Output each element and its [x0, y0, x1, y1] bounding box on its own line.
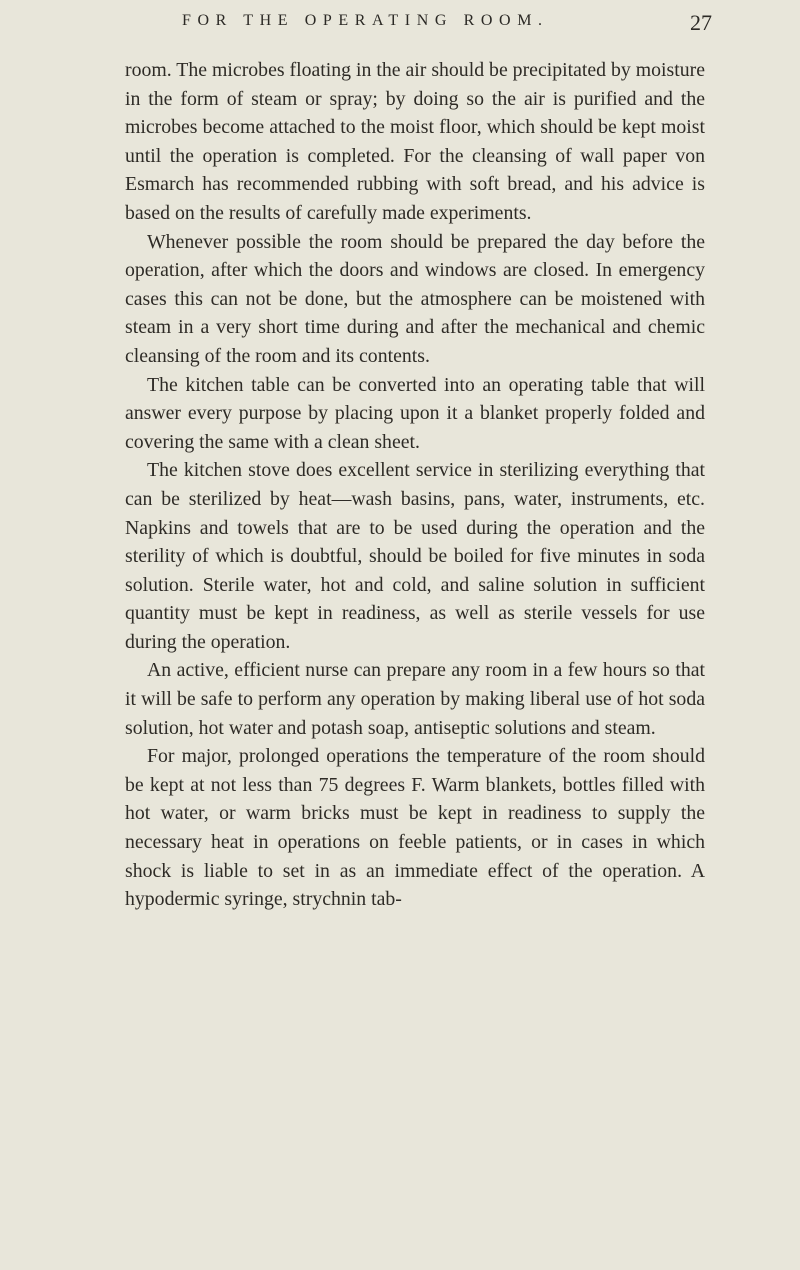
paragraph: The kitchen stove does excellent service in sterilizing everything that can be sterilized by heat—wash basins, pans, water, instruments, etc. Napkins and towels that are to be used during the operation and the sterility of which is doubtful, should be boiled for five minutes in soda solution. Sterile water, hot and cold, and saline solution in sufficient quantity must be kept in readiness, as well as sterile vessels for use during the operation.	[125, 459, 705, 653]
page-number: 27	[690, 10, 712, 35]
paragraph: An active, efficient nurse can prepare any room in a few hours so that it will be safe to perform any operation by making liberal use of hot soda solution, hot water and potash soap, antiseptic solutions and steam.	[125, 659, 705, 739]
paragraph: For major, prolonged operations the temperature of the room should be kept at not less than 75 degrees F. Warm blankets, bottles filled with hot water, or warm bricks must be kept in readiness to supply the necessary heat in operations on feeble patients, or in cases in which shock is liable to set in as an immediate effect of the operation. A hypodermic syringe, strychnin tab-	[125, 745, 705, 911]
paragraph: The kitchen table can be converted into an operating table that will answer every purpose by placing upon it a blanket properly folded and covering the same with a clean sheet.	[125, 373, 705, 453]
running-title: FOR THE OPERATING ROOM.	[182, 12, 549, 29]
paragraph-continued: room. The microbes floating in the air should be precipitated by moisture in the form of steam or spray; by doing so the air is purified and the microbes become attached to the moist floor, which should be kept moist until the operation is completed. For the cleansing of wall paper von Esmarch has recommended rubbing with soft bread, and his advice is based on the results of carefully made experiments.	[125, 59, 705, 224]
paragraph: Whenever possible the room should be prepared the day before the operation, after which the doors and windows are closed. In emergency cases this can not be done, but the atmosphere can be moistened with steam in a very short time during and after the mechanical and chemic cleansing of the room and its contents.	[125, 230, 705, 367]
body-text	[125, 56, 705, 914]
page-header	[182, 12, 712, 42]
